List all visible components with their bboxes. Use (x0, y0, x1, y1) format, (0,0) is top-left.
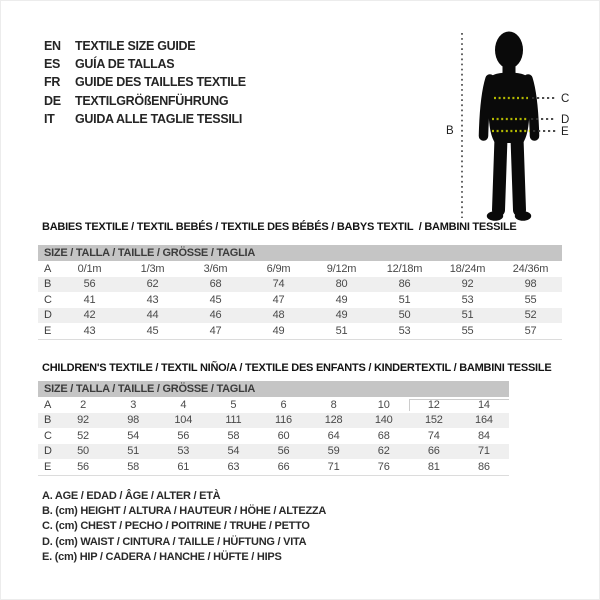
cell: 12/18m (386, 262, 423, 275)
cell: 53 (461, 293, 474, 306)
row-label: A (44, 262, 52, 275)
cell: 98 (127, 414, 140, 427)
row-label: E (44, 324, 52, 337)
cell: 56 (177, 429, 190, 442)
cell: 76 (377, 460, 390, 473)
language-row (44, 55, 246, 73)
cell: 53 (398, 324, 411, 337)
children-table-body (38, 397, 509, 475)
cell: 24/36m (512, 262, 549, 275)
cell: 71 (478, 445, 490, 458)
cell: 62 (146, 278, 159, 291)
cell: 64 (327, 429, 340, 442)
cell: 48 (272, 309, 285, 322)
legend-item: A. AGE / EDAD / ÂGE / ALTER / ETÀ (42, 490, 221, 502)
cell: 68 (209, 278, 222, 291)
cell: 52 (77, 429, 89, 442)
row-label: C (44, 293, 52, 306)
cell: 8 (330, 398, 337, 411)
height-label-b: B (446, 125, 454, 137)
cell: 80 (335, 278, 348, 291)
cell: 42 (83, 309, 96, 322)
table-row-a (38, 261, 562, 277)
cell: 1/3m (140, 262, 165, 275)
cell: 116 (275, 414, 292, 427)
cell: 49 (272, 324, 285, 337)
cell: 55 (461, 324, 474, 337)
cell: 45 (209, 293, 222, 306)
table-row-b (38, 277, 562, 293)
language-row (44, 110, 246, 128)
cell: 98 (524, 278, 537, 291)
cell: 59 (327, 445, 340, 458)
babies-size-table (38, 245, 562, 340)
children-size-table (38, 381, 509, 476)
legend-item: C. (cm) CHEST / PECHO / POITRINE / TRUHE / PETTO (42, 520, 310, 533)
cell: 55 (524, 293, 537, 306)
legend-item: B. (cm) HEIGHT / ALTURA / HAUTEUR / HÖHE / ALTEZZA (42, 505, 327, 518)
row-label: D (44, 445, 52, 458)
cell: 84 (478, 429, 490, 442)
cell: 51 (127, 445, 140, 458)
cell: 9/12m (326, 262, 357, 275)
cell: 81 (427, 460, 440, 473)
cell: 92 (461, 278, 474, 291)
language-label: TEXTILE SIZE GUIDE (75, 39, 196, 53)
cell: 57 (524, 324, 537, 337)
cell: 2 (80, 398, 87, 411)
cell: 47 (272, 293, 285, 306)
child-silhouette (484, 32, 535, 221)
row-label: A (44, 398, 52, 411)
cell: 54 (127, 429, 140, 442)
babies-section-title: BABIES TEXTILE / TEXTIL BEBÉS / TEXTILE DES BÉBÉS / BABYS TEXTIL / BAMBINI TESSILE (42, 221, 517, 233)
cell: 58 (127, 460, 140, 473)
cell: 92 (77, 414, 89, 427)
cell: 86 (478, 460, 490, 473)
cell: 43 (146, 293, 159, 306)
cell: 60 (277, 429, 290, 442)
language-list (44, 37, 246, 128)
cell: 51 (398, 293, 411, 306)
cell: 74 (427, 429, 440, 442)
cell: 51 (461, 309, 474, 322)
language-code: DE (44, 93, 61, 108)
language-label: TEXTILGRÖßENFÜHRUNG (75, 93, 229, 108)
cell: 104 (174, 414, 193, 427)
cell: 58 (227, 429, 240, 442)
table-row-c (38, 428, 509, 444)
table-row-b (38, 413, 509, 429)
language-label: GUIDE DES TAILLES TEXTILE (75, 75, 246, 90)
cell: 54 (227, 445, 240, 458)
cell: 46 (209, 309, 222, 322)
table-row-d (38, 308, 562, 324)
cell: 128 (324, 414, 343, 427)
cell: 86 (398, 278, 411, 291)
cell: 52 (524, 309, 537, 322)
cell: 6 (280, 398, 287, 411)
cell: 53 (177, 445, 190, 458)
cell: 41 (83, 293, 96, 306)
cell: 49 (335, 309, 348, 322)
language-code: ES (44, 57, 61, 72)
cell: 68 (377, 429, 390, 442)
cell: 111 (225, 414, 242, 427)
cell: 44 (146, 309, 159, 322)
cell: 5 (230, 398, 237, 411)
table-row-a (38, 397, 509, 413)
size-header-bar: SIZE / TALLA / TAILLE / GRÖSSE / TAGLIA (38, 381, 509, 397)
language-row (44, 37, 246, 55)
row-label: B (44, 278, 52, 291)
cell: 56 (83, 278, 96, 291)
measurement-legend (42, 489, 326, 565)
child-measurement-figure (430, 20, 590, 225)
row-label: E (44, 460, 52, 473)
row-label: C (44, 429, 52, 442)
cell: 66 (427, 445, 440, 458)
cell: 164 (475, 414, 493, 427)
cell: 62 (377, 445, 390, 458)
row-label: B (44, 414, 52, 427)
language-code: EN (44, 39, 61, 53)
table-row-e (38, 459, 509, 475)
children-section-title: CHILDREN'S TEXTILE / TEXTIL NIÑO/A / TEXTILE DES ENFANTS / KINDERTEXTIL / BAMBINI TESSILE (42, 362, 552, 374)
cell: 63 (227, 460, 240, 473)
cell: 140 (374, 414, 393, 427)
cell: 56 (77, 460, 89, 473)
cell: 3 (130, 398, 137, 411)
cell: 4 (180, 398, 187, 411)
cell: 51 (335, 324, 348, 337)
table-row-d (38, 444, 509, 460)
cell: 56 (277, 445, 290, 458)
cell: 45 (146, 324, 159, 337)
legend-item: E. (cm) HIP / CADERA / HANCHE / HÜFTE / HIPS (42, 550, 282, 563)
cell: 49 (335, 293, 348, 306)
babies-table-body (38, 261, 562, 339)
legend-item: D. (cm) WAIST / CINTURA / TAILLE / HÜFTUNG / VITA (42, 535, 307, 548)
cell: 47 (209, 324, 222, 337)
language-row (44, 73, 246, 91)
cell: 50 (398, 309, 411, 322)
language-label: GUÍA DE TALLAS (75, 57, 175, 72)
cell: 66 (277, 460, 290, 473)
language-code: FR (44, 75, 61, 90)
table-row-c (38, 292, 562, 308)
cell: 152 (424, 414, 443, 427)
cell: 74 (272, 278, 285, 291)
cell: 12 (409, 399, 459, 411)
waist-label-d: D (561, 114, 570, 126)
cell: 3/6m (203, 262, 228, 275)
language-label: GUIDA ALLE TAGLIE TESSILI (75, 111, 243, 126)
row-label: D (44, 309, 52, 322)
cell: 10 (377, 398, 390, 411)
cell: 14 (459, 399, 509, 411)
cell: 71 (327, 460, 340, 473)
size-header-bar: SIZE / TALLA / TAILLE / GRÖSSE / TAGLIA (38, 245, 562, 261)
cell: 0/1m (77, 262, 102, 275)
chest-label-c: C (561, 93, 570, 105)
cell: 18/24m (449, 262, 486, 275)
language-row (44, 92, 246, 110)
cell: 61 (177, 460, 190, 473)
cell: 50 (77, 445, 89, 458)
cell: 43 (83, 324, 96, 337)
cell: 6/9m (266, 262, 291, 275)
language-code: IT (44, 111, 55, 126)
hip-label-e: E (561, 126, 569, 138)
table-row-e (38, 323, 562, 339)
